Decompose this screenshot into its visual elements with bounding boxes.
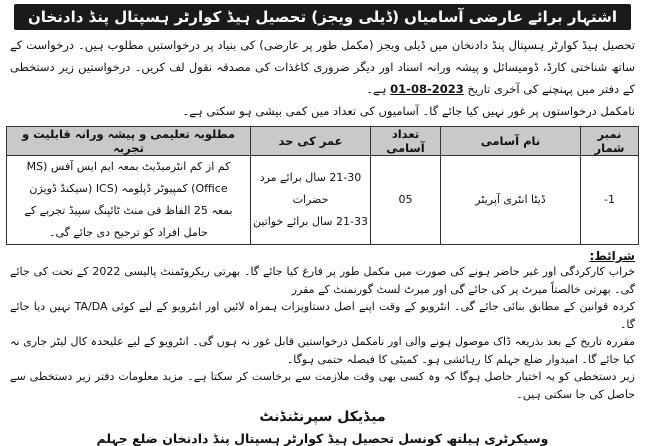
header-age: عمر کی حد: [251, 127, 371, 156]
cell-count: 05: [371, 156, 441, 245]
condition-item: مقررہ تاریخ کے بعد بذریعہ ڈاک موصول ہونے والی اور نامکمل درخواستیں قابل غور نہ ہوں گی۔ انٹرویو کے لیے علیحدہ کال لیٹر جاری نہ کیا جائے گا۔ امیدوار ضلع جہلم کا رہائشی ہو۔ کمیٹی کا فیصلہ حتمی ہوگا۔: [10, 335, 635, 366]
deadline-date: 01-08-2023: [390, 82, 464, 96]
cell-serial: 1-: [581, 156, 639, 245]
cell-age: [251, 156, 371, 245]
advertisement-page: [6, 4, 639, 446]
intro-line-3: نامکمل درخواستوں پر غور نہیں کیا جائے گا۔ آسامیوں کی تعداد میں کمی بیشی ہو سکتی ہے۔: [182, 104, 635, 118]
conditions-list: [6, 263, 639, 403]
condition-item: کردہ قوانین کے مطابق بنائی جائے گی۔ انٹرویو کے وقت اپنے اصل دستاویزات ہمراہ لائیں اور انٹرویو کے لیے کوئی TA/DA نہیں دیا جائے گا۔: [10, 300, 635, 331]
intro-line-2-end: ہے۔: [366, 82, 387, 96]
condition-item: زیر دستخطی کو یہ اختیار حاصل ہوگا کہ وہ کسی بھی وقت ملازمت سے برخاست کر سکتا ہے۔ مزید معلومات دفتر زیر دستخطی سے حاصل کی جا سکتی ہیں۔: [10, 370, 635, 401]
qualification-line-1: کم از کم انٹرمیڈیٹ بمعہ ایم ایس آفس (MS Office) کمپیوٹر ڈپلومہ (ICS (سیکنڈ ڈویژن: [26, 160, 231, 195]
intro-paragraph: [6, 34, 639, 100]
conditions-title: شرائط:: [589, 249, 635, 263]
table-header-row: [7, 127, 639, 156]
cell-qualification: [7, 156, 251, 245]
age-men: 21-30 سال برائے مرد حضرات: [259, 171, 362, 206]
signature-office: وسیکرٹری ہیلتھ کونسل تحصیل ہیڈ کوارٹر ہسپتال پنڈ دادنخان ضلع جہلم: [96, 431, 549, 446]
condition-item: خراب کارکردگی اور غیر حاضر ہونے کی صورت میں مکمل طور پر فارغ کیا جائے گا۔ بھرتی ریکروٹمنٹ پالیسی 2022 کے تحت کی جائے گی۔ بھرتی خالصتاً میرٹ پر کی جائے گی اور میرٹ لسٹ گورنمنٹ کے مقرر: [10, 265, 635, 296]
table-row: [7, 156, 639, 245]
vacancy-table: [6, 126, 639, 245]
advertisement-title: اشتہار برائے عارضی آسامیاں (ڈیلی ویجز) تحصیل ہیڈ کوارٹر ہسپتال پنڈ دادنخان: [14, 4, 631, 30]
header-post: نام آسامی: [441, 127, 581, 156]
header-count: تعداد آسامی: [371, 127, 441, 156]
header-qualification: مطلوبہ تعلیمی و پیشہ ورانہ قابلیت و تجربہ: [7, 127, 251, 156]
intro-line-1: تحصیل ہیڈ کوارٹر ہسپتال پنڈ دادنخان میں ڈیلی ویجز (مکمل طور پر عارضی) کی بنیاد پر درخواستیں مطلوب ہیں۔ درخواست کے ساتھ شناختی کارڈ، ڈومیسائل و پیشہ ورانہ اسناد اور دیگر ضروری کاغذات کی مصدقہ: [10, 38, 636, 74]
header-serial: نمبر شمار: [581, 127, 639, 156]
intro-line-2-start: نقول لف کریں۔ درخواستیں زیر دستخطی کے دفتر میں پہنچنے کی آخری تاریخ: [10, 60, 635, 96]
age-women: 21-33 سال برائے خواتین: [252, 215, 368, 228]
signature-designation: میڈیکل سپرنٹنڈنٹ: [259, 409, 386, 425]
cell-post: ڈیٹا انٹری آپریٹر: [441, 156, 581, 245]
qualification-line-2: بمعہ 25 الفاظ فی منٹ ٹائپنگ سپیڈ تجربے کے حامل افراد کو ترجیح دی جائے گی۔: [24, 204, 233, 239]
